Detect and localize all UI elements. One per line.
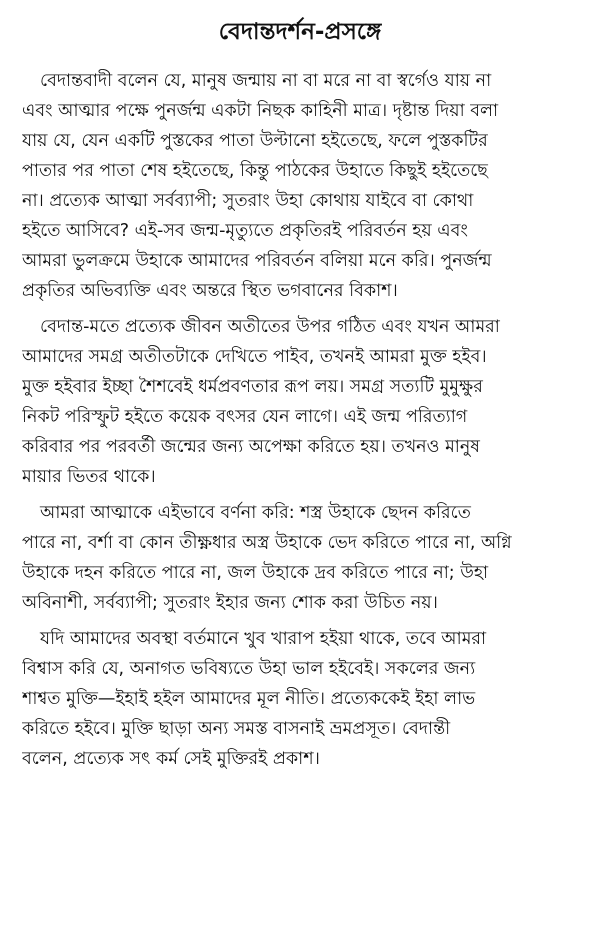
paragraph-line: বিশ্বাস করি যে, অনাগত ভবিষ্যতে উহা ভাল হইবেই। সকলের জন্য [22,659,476,679]
paragraph-line: এবং আত্মার পক্ষে পুনর্জন্ম একটা নিছক কাহিনী মাত্র। দৃষ্টান্ত দিয়া বলা [22,101,499,121]
paragraph-2 [22,312,578,492]
paragraph-line: মুক্ত হইবার ইচ্ছা শৈশবেই ধর্মপ্রবণতার রূপ লয়। সমগ্র সত্যটি মুমুক্ষুর [22,377,483,397]
paragraph-line: পাতার পর পাতা শেষ হইতেছে, কিন্তু পাঠকের উহাতে কিছুই হইতেছে [22,161,488,181]
paragraph-line: বলেন, প্রত্যেক সৎ কর্ম সেই মুক্তিরই প্রকাশ। [22,749,320,769]
paragraph-line: আমরা আত্মাকে এইভাবে বর্ণনা করি: শস্ত্র উহাকে ছেদন করিতে [40,503,471,523]
paragraph-line: নিকট পরিস্ফুট হইতে কয়েক বৎসর যেন লাগে। এই জন্ম পরিত্যাগ [22,407,468,427]
paragraph-line: প্রকৃতির অভিব্যক্তি এবং অন্তরে স্থিত ভগবানের বিকাশ। [22,281,398,301]
paragraph-line: বেদান্ত-মতে প্রত্যেক জীবন অতীতের উপর গঠিত এবং যখন আমরা [40,317,500,337]
paragraph-line: যদি আমাদের অবস্থা বর্তমানে খুব খারাপ হইয়া থাকে, তবে আমরা [40,629,487,649]
paragraph-3 [22,498,578,618]
paragraph-1 [22,66,578,306]
paragraph-line: না। প্রত্যেক আত্মা সর্বব্যাপী; সুতরাং উহা কোথায় যাইবে বা কোথা [22,191,474,211]
paragraph-line: উহাকে দহন করিতে পারে না, জল উহাকে দ্রব করিতে পারে না; উহা [22,563,489,583]
paragraph-line: শাশ্বত মুক্তি—ইহাই হইল আমাদের মূল নীতি। প্রত্যেককেই ইহা লাভ [22,689,476,709]
paragraph-line: আমাদের সমগ্র অতীতটাকে দেখিতে পাইব, তখনই আমরা মুক্ত হইব। [22,347,487,367]
paragraph-line: করিবার পর পরবর্তী জন্মের জন্য অপেক্ষা করিতে হয়। তখনও মানুষ [22,437,480,457]
paragraph-line: মায়ার ভিতর থাকে। [22,467,156,487]
paragraph-line: আমরা ভুলক্রমে উহাকে আমাদের পরিবর্তন বলিয়া মনে করি। পুনর্জন্ম [22,251,492,271]
paragraph-line: হইতে আসিবে? এই-সব জন্ম-মৃত্যুতে প্রকৃতিরই পরিবর্তন হয় এবং [22,221,468,241]
page-title: বেদান্তদর্শন-প্রসঙ্গে [218,19,382,45]
paragraph-line: যায় যে, যেন একটি পুস্তকের পাতা উল্টানো হইতেছে, ফলে পুস্তকটির [22,131,488,151]
paragraph-line: করিতে হইবে। মুক্তি ছাড়া অন্য সমস্ত বাসনাই ভ্রমপ্রসূত। বেদান্তী [22,719,451,739]
paragraph-line: পারে না, বর্শা বা কোন তীক্ষ্ণধার অস্ত্র উহাকে ভেদ করিতে পারে না, অগ্নি [22,533,512,553]
paragraph-line: অবিনাশী, সর্বব্যাপী; সুতরাং ইহার জন্য শোক করা উচিত নয়। [22,593,438,613]
paragraph-line: বেদান্তবাদী বলেন যে, মানুষ জন্মায় না বা মরে না বা স্বর্গেও যায় না [40,71,492,91]
paragraph-4 [22,624,578,774]
